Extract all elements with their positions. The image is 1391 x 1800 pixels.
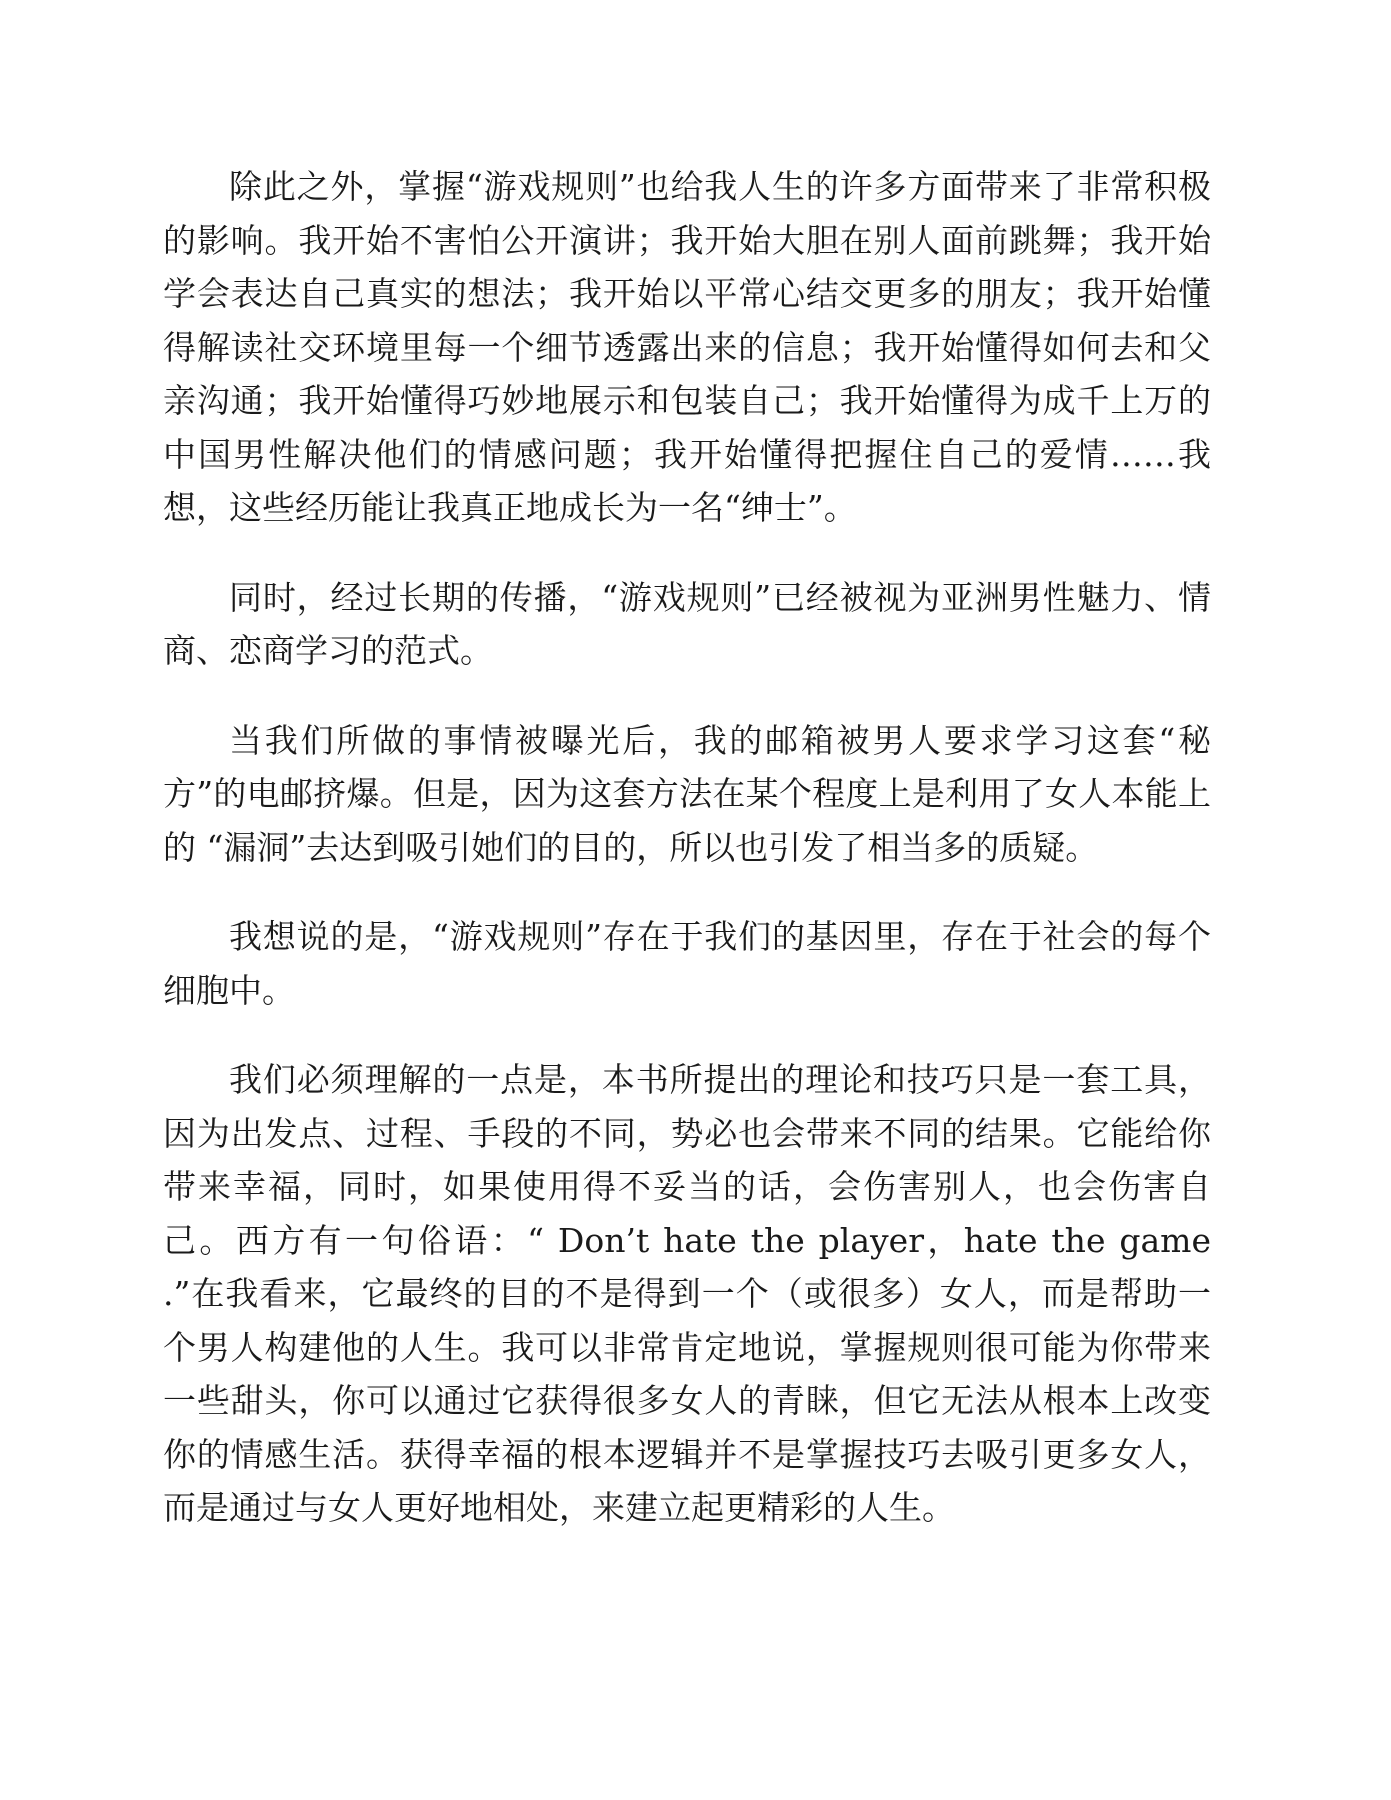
paragraph-3: 当我们所做的事情被曝光后，我的邮箱被男人要求学习这套“秘方”的电邮挤爆。但是，因为这套方法在某个程度上是利用了女人本能上的 “漏洞”去达到吸引她们的目的，所以也引发了相当多的质疑。 [163,720,1211,867]
paragraph-4: 我想说的是，“游戏规则”存在于我们的基因里，存在于社会的每个细胞中。 [163,917,1211,1010]
paragraph-2: 同时，经过长期的传播，“游戏规则”已经被视为亚洲男性魅力、情商、恋商学习的范式。 [163,577,1211,670]
document-page [163,160,1211,1571]
paragraph-5: 我们必须理解的一点是，本书所提出的理论和技巧只是一套工具，因为出发点、过程、手段的不同，势必也会带来不同的结果。它能给你带来幸福，同时，如果使用得不妥当的话，会伤害别人，也会伤害自己。西方有一句俗语：“ Don’t hate the player，hate the game .”在我看来，它最终的目的不是得到一个（或很多）女人，而是帮助一个男人构建他的人生。我可以非常肯定地说，掌握规则很可能为你带来一些甜头，你可以通过它获得很多女人的青睐，但它无法从根本上改变你的情感生活。获得幸福的根本逻辑并不是掌握技巧去吸引更多女人，而是通过与女人更好地相处，来建立起更精彩的人生。 [163,1060,1211,1527]
paragraph-1: 除此之外，掌握“游戏规则”也给我人生的许多方面带来了非常积极的影响。我开始不害怕公开演讲；我开始大胆在别人面前跳舞；我开始学会表达自己真实的想法；我开始以平常心结交更多的朋友；我开始懂得解读社交环境里每一个细节透露出来的信息；我开始懂得如何去和父亲沟通；我开始懂得巧妙地展示和包装自己；我开始懂得为成千上万的中国男性解决他们的情感问题；我开始懂得把握住自己的爱情……我想，这些经历能让我真正地成长为一名“绅士”。 [163,167,1211,527]
